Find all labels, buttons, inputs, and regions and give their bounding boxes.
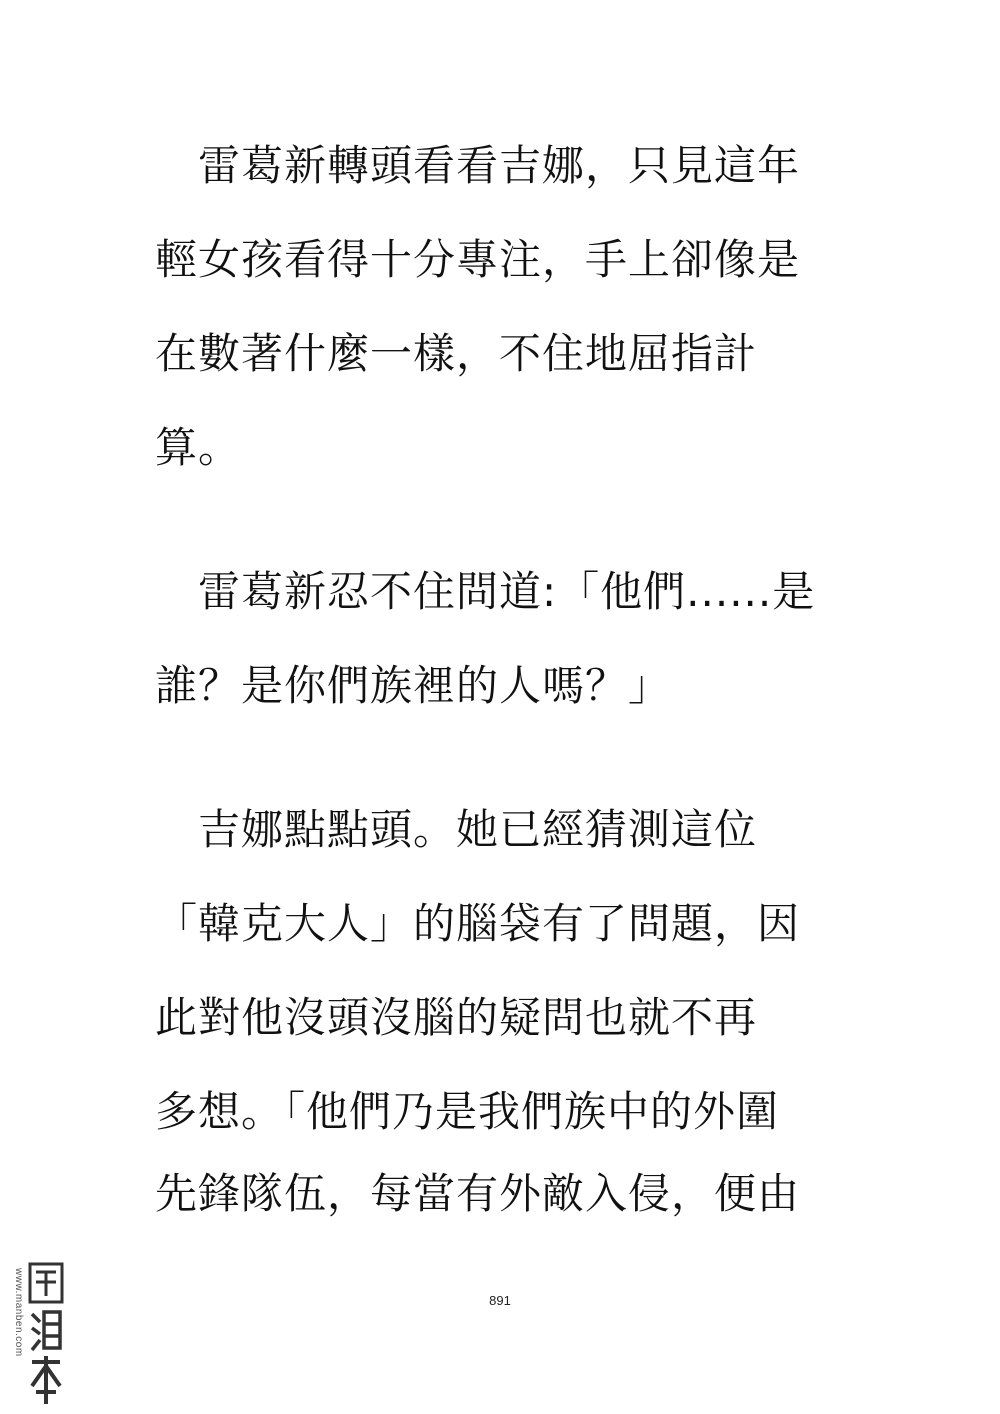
text-line: 吉娜點點頭。她已經猜測這位 <box>155 805 758 854</box>
text-line: 多想。「他們乃是我們族中的外圍 <box>155 1087 780 1136</box>
page-number: 891 <box>489 1293 511 1308</box>
text-line: 先鋒隊伍，每當有外敵入侵，便由 <box>155 1169 801 1218</box>
text-line: 在數著什麼一樣，不住地屈指計 <box>155 329 758 378</box>
text-line: 輕女孩看得十分專注，手上卻像是 <box>155 235 801 284</box>
text-line: 雷葛新轉頭看看吉娜，只見這年 <box>155 141 801 190</box>
text-line: 誰？是你們族裡的人嗎？」 <box>155 661 672 710</box>
text-line: 「韓克大人」的腦袋有了問題，因 <box>155 899 801 948</box>
text-line: 雷葛新忍不住問道:「他們......是 <box>155 567 816 616</box>
watermark-url: www.manben.com <box>13 1268 24 1357</box>
site-watermark <box>8 1262 68 1407</box>
text-line: 算。 <box>155 423 242 472</box>
text-line: 此對他沒頭沒腦的疑問也就不再 <box>155 993 758 1042</box>
watermark-logo-icon <box>26 1262 66 1407</box>
